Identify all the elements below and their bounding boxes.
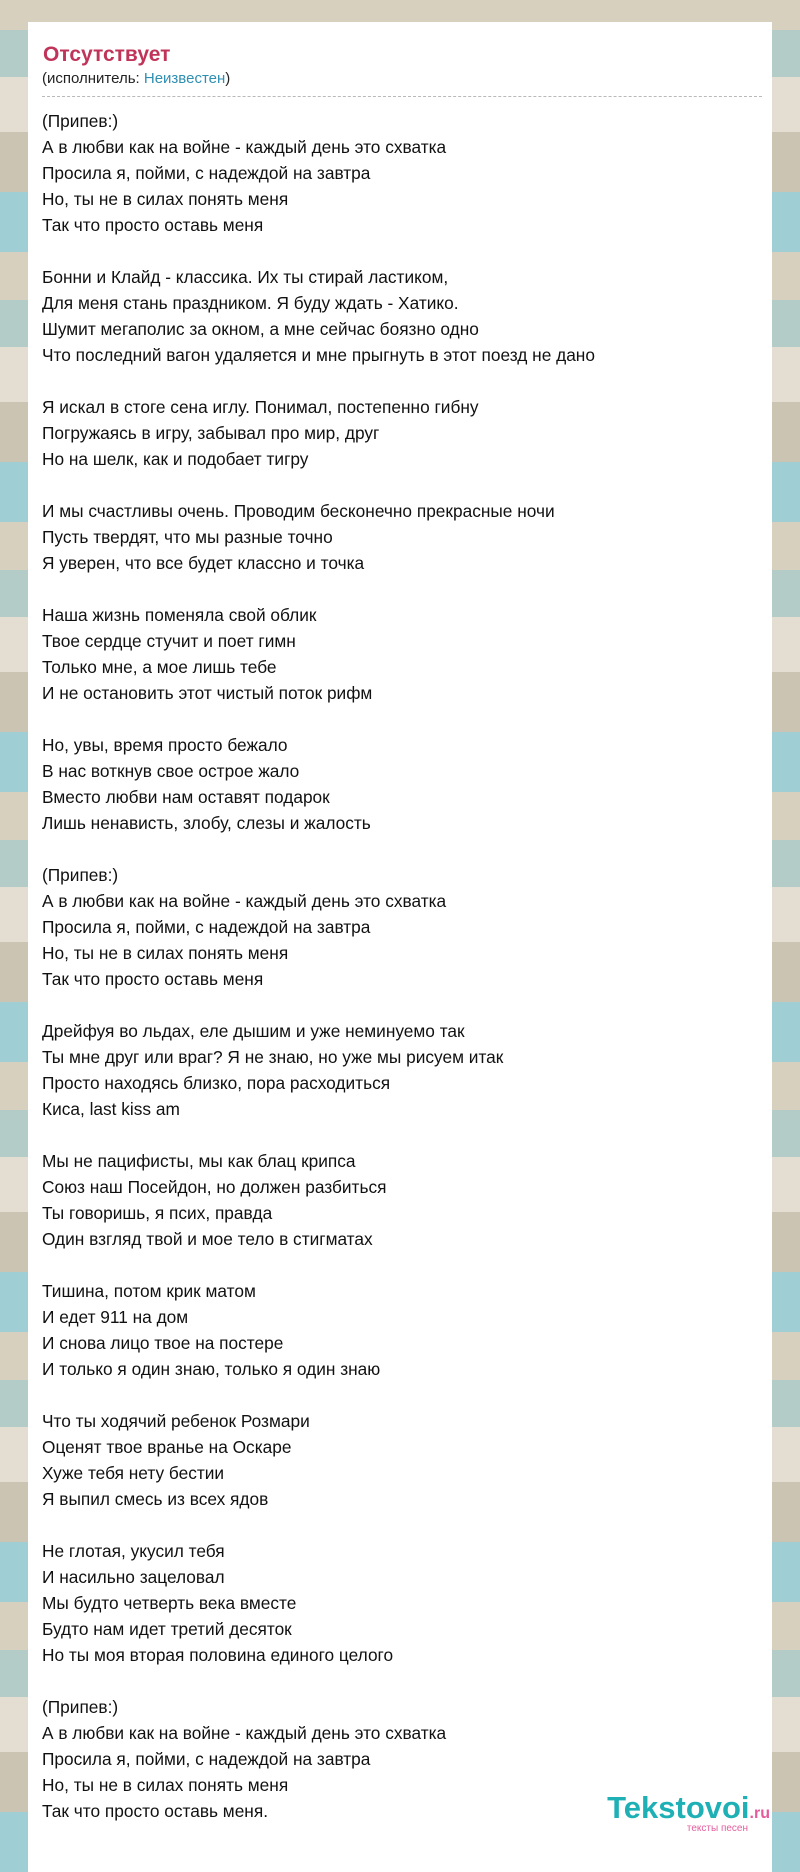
lyric-line: Просила я, пойми, с надеждой на завтра — [42, 163, 371, 183]
artist-link[interactable]: Неизвестен — [143, 70, 226, 87]
lyric-line: Вместо любви нам оставят подарок — [42, 787, 330, 807]
site-logo[interactable] — [607, 1792, 770, 1834]
stanza — [42, 1278, 758, 1382]
lyric-line: Оценят твое вранье на Оскаре — [42, 1437, 292, 1457]
lyric-line: Ты мне друг или враг? Я не знаю, но уже мы рисуем итак — [42, 1047, 504, 1067]
lyric-line: Хуже тебя нету бестии — [42, 1463, 225, 1483]
lyric-line: Так что просто оставь меня. — [42, 1801, 269, 1821]
lyric-line: Мы будто четверть века вместе — [42, 1593, 297, 1613]
lyric-line: Киса, last kiss am — [42, 1099, 180, 1119]
lyric-line: И не остановить этот чистый поток рифм — [42, 683, 373, 703]
lyric-line: Но, ты не в силах понять меня — [42, 943, 289, 963]
stanza — [42, 862, 758, 992]
lyric-line: Но ты моя вторая половина единого целого — [42, 1645, 394, 1665]
lyric-line: Не глотая, укусил тебя — [42, 1541, 225, 1561]
background-stripes-right — [772, 0, 800, 1872]
lyric-line: Мы не пацифисты, мы как блац крипса — [42, 1151, 356, 1171]
lyric-line: Так что просто оставь меня — [42, 215, 264, 235]
stanza — [42, 732, 758, 836]
lyric-line: Ты говоришь, я псих, правда — [42, 1203, 273, 1223]
lyric-line: Я искал в стоге сена иглу. Понимал, постепенно гибну — [42, 397, 479, 417]
stanza — [42, 1018, 758, 1122]
lyric-line: Я уверен, что все будет классно и точка — [42, 553, 365, 573]
lyric-line: Но, ты не в силах понять меня — [42, 189, 289, 209]
stanza — [42, 394, 758, 472]
lyric-line: Но, ты не в силах понять меня — [42, 1775, 289, 1795]
lyric-line: Пусть твердят, что мы разные точно — [42, 527, 333, 547]
stanza — [42, 602, 758, 706]
lyric-line: (Припев:) — [42, 865, 119, 885]
lyric-line: В нас воткнув свое острое жало — [42, 761, 300, 781]
lyric-line: Но, увы, время просто бежало — [42, 735, 288, 755]
lyrics-card — [28, 22, 772, 1872]
lyric-line: Просила я, пойми, с надеждой на завтра — [42, 917, 371, 937]
lyric-line: Так что просто оставь меня — [42, 969, 264, 989]
lyric-line: Что последний вагон удаляется и мне прыгнуть в этот поезд не дано — [42, 345, 595, 365]
lyric-line: Что ты ходячий ребенок Розмари — [42, 1411, 310, 1431]
lyric-line: Просила я, пойми, с надеждой на завтра — [42, 1749, 371, 1769]
lyric-line: Один взгляд твой и мое тело в стигматах — [42, 1229, 373, 1249]
stanza — [42, 264, 758, 368]
lyric-line: Шумит мегаполис за окном, а мне сейчас боязно одно — [42, 319, 479, 339]
stanza — [42, 108, 758, 238]
lyric-line: И едет 911 на дом — [42, 1307, 189, 1327]
lyric-line: Тишина, потом крик матом — [42, 1281, 256, 1301]
logo-tld: .ru — [749, 1805, 770, 1822]
logo-tagline: тексты песен — [686, 1823, 748, 1834]
lyric-line: Для меня стань праздником. Я буду ждать - Хатико. — [42, 293, 459, 313]
artist-suffix: ) — [225, 70, 231, 87]
lyric-line: Лишь ненависть, злобу, слезы и жалость — [42, 813, 371, 833]
lyric-line: (Припев:) — [42, 111, 119, 131]
lyric-line: А в любви как на войне - каждый день это схватка — [42, 891, 447, 911]
lyric-line: Дрейфуя во льдах, еле дышим и уже неминуемо так — [42, 1021, 465, 1041]
lyric-line: Наша жизнь поменяла свой облик — [42, 605, 317, 625]
lyric-line: Бонни и Клайд - классика. Их ты стирай ластиком, — [42, 267, 449, 287]
lyrics-body — [42, 108, 758, 1824]
lyric-line: Будто нам идет третий десяток — [42, 1619, 292, 1639]
lyric-line: И снова лицо твое на постере — [42, 1333, 284, 1353]
lyric-line: Погружаясь в игру, забывал про мир, друг — [42, 423, 380, 443]
artist-line — [42, 70, 758, 88]
lyric-line: А в любви как на войне - каждый день это схватка — [42, 1723, 447, 1743]
song-title: Отсутствует — [43, 43, 171, 66]
lyric-line: Союз наш Посейдон, но должен разбиться — [42, 1177, 387, 1197]
lyric-line: И мы счастливы очень. Проводим бесконечно прекрасные ночи — [42, 501, 555, 521]
stanza — [42, 1148, 758, 1252]
lyric-line: Твое сердце стучит и поет гимн — [42, 631, 296, 651]
lyric-line: Только мне, а мое лишь тебе — [42, 657, 277, 677]
stanza — [42, 498, 758, 576]
lyric-line: Но на шелк, как и подобает тигру — [42, 449, 309, 469]
artist-prefix: (исполнитель: — [42, 70, 144, 87]
lyric-line: И насильно зацеловал — [42, 1567, 225, 1587]
stanza — [42, 1538, 758, 1668]
lyric-line: А в любви как на войне - каждый день это схватка — [42, 137, 447, 157]
lyric-line: Просто находясь близко, пора расходиться — [42, 1073, 391, 1093]
background-stripes-left — [0, 0, 28, 1872]
lyric-line: Я выпил смесь из всех ядов — [42, 1489, 269, 1509]
stanza — [42, 1408, 758, 1512]
lyric-line: (Припев:) — [42, 1697, 119, 1717]
lyric-line: И только я один знаю, только я один знаю — [42, 1359, 381, 1379]
header-divider — [42, 96, 762, 97]
logo-text: Tekstovoi — [607, 1790, 750, 1825]
